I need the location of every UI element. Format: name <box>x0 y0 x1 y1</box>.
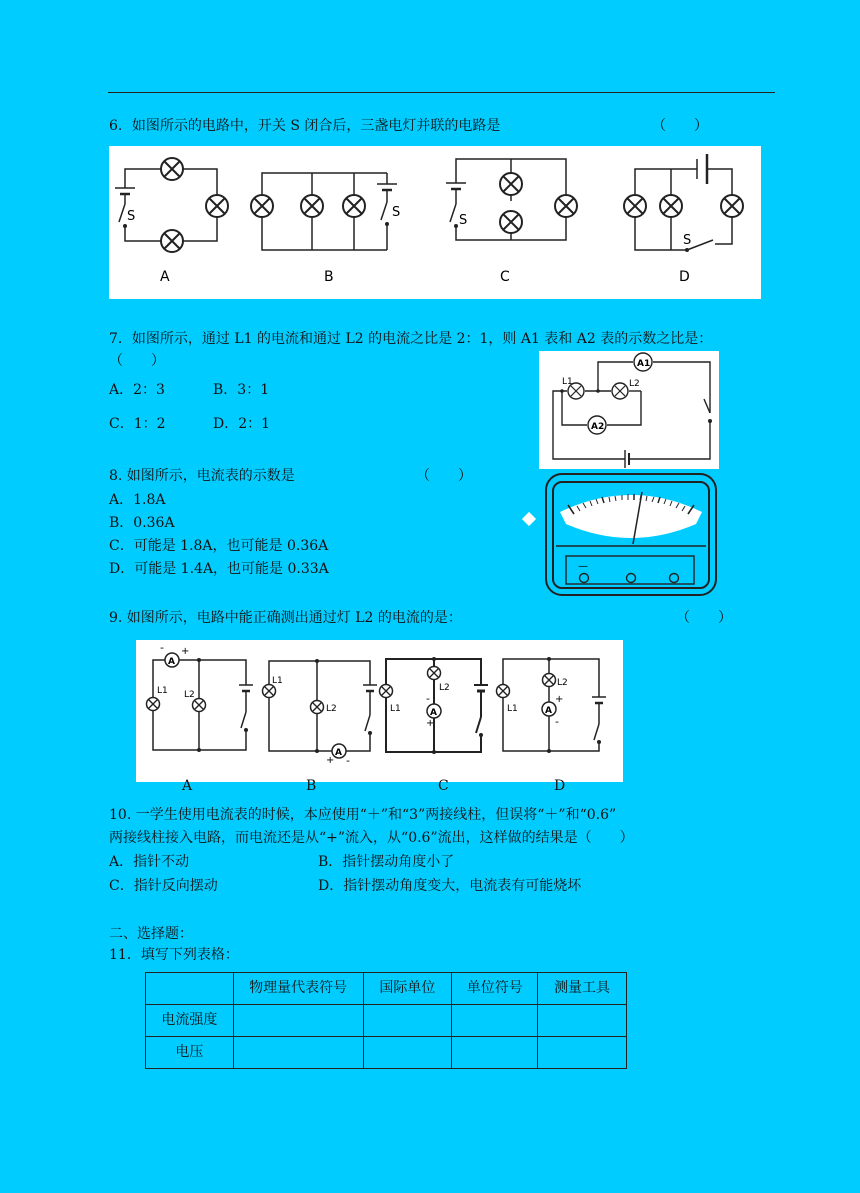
q9-c-l2-label: L2 <box>439 683 450 693</box>
q6-d-switch-label: S <box>683 233 692 248</box>
q11-table <box>145 972 627 1069</box>
q7-option-c: C．1：2 <box>109 416 166 432</box>
table-cell[interactable] <box>452 1037 538 1069</box>
q10-text-line2: 两接线柱接入电路，而电流还是从“+”流入，从“0.6”流出，这样做的结果是（ ） <box>109 830 634 846</box>
q9-option-c: C <box>438 778 449 794</box>
q6-circuit-figure <box>109 146 761 299</box>
table-cell[interactable] <box>452 1005 538 1037</box>
table-cell: 电压 <box>146 1037 234 1069</box>
q8-option-d: D．可能是 1.4A，也可能是 0.33A <box>109 561 329 577</box>
q9-c-ammeter-label: A <box>430 708 437 718</box>
q8-text: 8. 如图所示，电流表的示数是 <box>109 468 295 484</box>
q7-a2-label: A2 <box>591 422 605 432</box>
q6-a-switch-label: S <box>127 209 136 224</box>
q9-c-plus: + <box>426 718 435 729</box>
q9-a-plus: + <box>181 646 190 657</box>
q7-option-b: B．3：1 <box>213 382 270 398</box>
decorative-diamond <box>522 512 536 526</box>
table-row <box>146 1005 627 1037</box>
table-header-cell: 单位符号 <box>452 973 538 1005</box>
table-cell[interactable] <box>363 1005 452 1037</box>
table-header-row <box>146 973 627 1005</box>
table-header-cell: 物理量代表符号 <box>233 973 363 1005</box>
table-cell[interactable] <box>538 1037 627 1069</box>
q10-option-c: C．指针反向摆动 <box>109 878 218 894</box>
q9-b-l2-label: L2 <box>326 704 337 714</box>
table-cell[interactable] <box>538 1005 627 1037</box>
q9-answer-paren: （ ） <box>676 610 732 626</box>
table-header-cell: 国际单位 <box>363 973 452 1005</box>
q6-option-d: D <box>679 269 690 285</box>
q6-option-a: A <box>160 269 170 285</box>
q9-b-minus: - <box>346 754 350 767</box>
table-header-cell: 测量工具 <box>538 973 627 1005</box>
q9-option-d: D <box>554 778 566 794</box>
q9-c-minus: - <box>426 692 430 705</box>
q7-option-d: D．2：1 <box>213 416 271 432</box>
q8-answer-paren: （ ） <box>416 468 472 484</box>
table-cell: 电流强度 <box>146 1005 234 1037</box>
q9-a-ammeter-label: A <box>168 657 175 667</box>
q6-c-switch-label: S <box>459 213 468 228</box>
q9-option-b: B <box>306 778 317 794</box>
q8-option-c: C．可能是 1.8A，也可能是 0.36A <box>109 538 329 554</box>
section-2-title: 二、选择题： <box>109 926 193 942</box>
q9-b-plus: + <box>326 755 335 766</box>
q8-option-a: A．1.8A <box>109 492 166 508</box>
q7-text: 7．如图所示，通过 L1 的电流和通过 L2 的电流之比是 2：1，则 A1 表和 A2 表的示数之比是： <box>109 331 713 347</box>
q7-a1-label: A1 <box>637 359 651 369</box>
q7-l2-label: L2 <box>629 379 640 389</box>
table-header-cell <box>146 973 234 1005</box>
ammeter-figure <box>544 472 718 597</box>
q9-a-l1-label: L1 <box>157 686 168 696</box>
q9-d-l1-label: L1 <box>507 704 518 714</box>
q10-option-a: A．指针不动 <box>109 854 190 870</box>
q9-c-l1-label: L1 <box>390 704 401 714</box>
q9-a-minus: - <box>160 641 164 654</box>
header-rule <box>108 92 775 93</box>
q9-a-l2-label: L2 <box>184 690 195 700</box>
q9-option-a: A <box>182 778 193 794</box>
q9-d-plus: + <box>555 694 564 705</box>
table-cell[interactable] <box>363 1037 452 1069</box>
q9-b-ammeter-label: A <box>335 748 342 758</box>
table-cell[interactable] <box>233 1037 363 1069</box>
q11-text: 11．填写下列表格： <box>109 947 239 963</box>
ammeter-minus-terminal-label: — <box>578 561 588 572</box>
q6-answer-paren: （ ） <box>652 118 708 134</box>
q7-option-a: A．2：3 <box>109 382 165 398</box>
q10-text-line1: 10. 一学生使用电流表的时候，本应使用“＋”和“3”两接线柱，但误将“＋”和“0.6” <box>109 807 617 823</box>
q6-option-c: C <box>500 269 510 285</box>
q9-d-minus: - <box>555 715 559 728</box>
q9-b-l1-label: L1 <box>272 676 283 686</box>
table-cell[interactable] <box>233 1005 363 1037</box>
q10-option-d: D．指针摆动角度变大，电流表有可能烧坏 <box>318 878 582 894</box>
q6-b-switch-label: S <box>392 205 401 220</box>
q9-circuit-figure <box>136 640 623 782</box>
q8-option-b: B．0.36A <box>109 515 175 531</box>
q7-l1-label: L1 <box>562 377 573 387</box>
q7-circuit-figure <box>539 351 719 469</box>
q6-text: 6．如图所示的电路中，开关 S 闭合后，三盏电灯并联的电路是 <box>109 118 501 134</box>
q9-d-l2-label: L2 <box>557 678 568 688</box>
q7-answer-paren: （ ） <box>109 353 165 369</box>
q6-option-b: B <box>324 269 334 285</box>
table-row <box>146 1037 627 1069</box>
q9-d-ammeter-label: A <box>545 706 552 716</box>
q10-option-b: B．指针摆动角度小了 <box>318 854 455 870</box>
q9-text: 9. 如图所示，电路中能正确测出通过灯 L2 的电流的是： <box>109 610 462 626</box>
